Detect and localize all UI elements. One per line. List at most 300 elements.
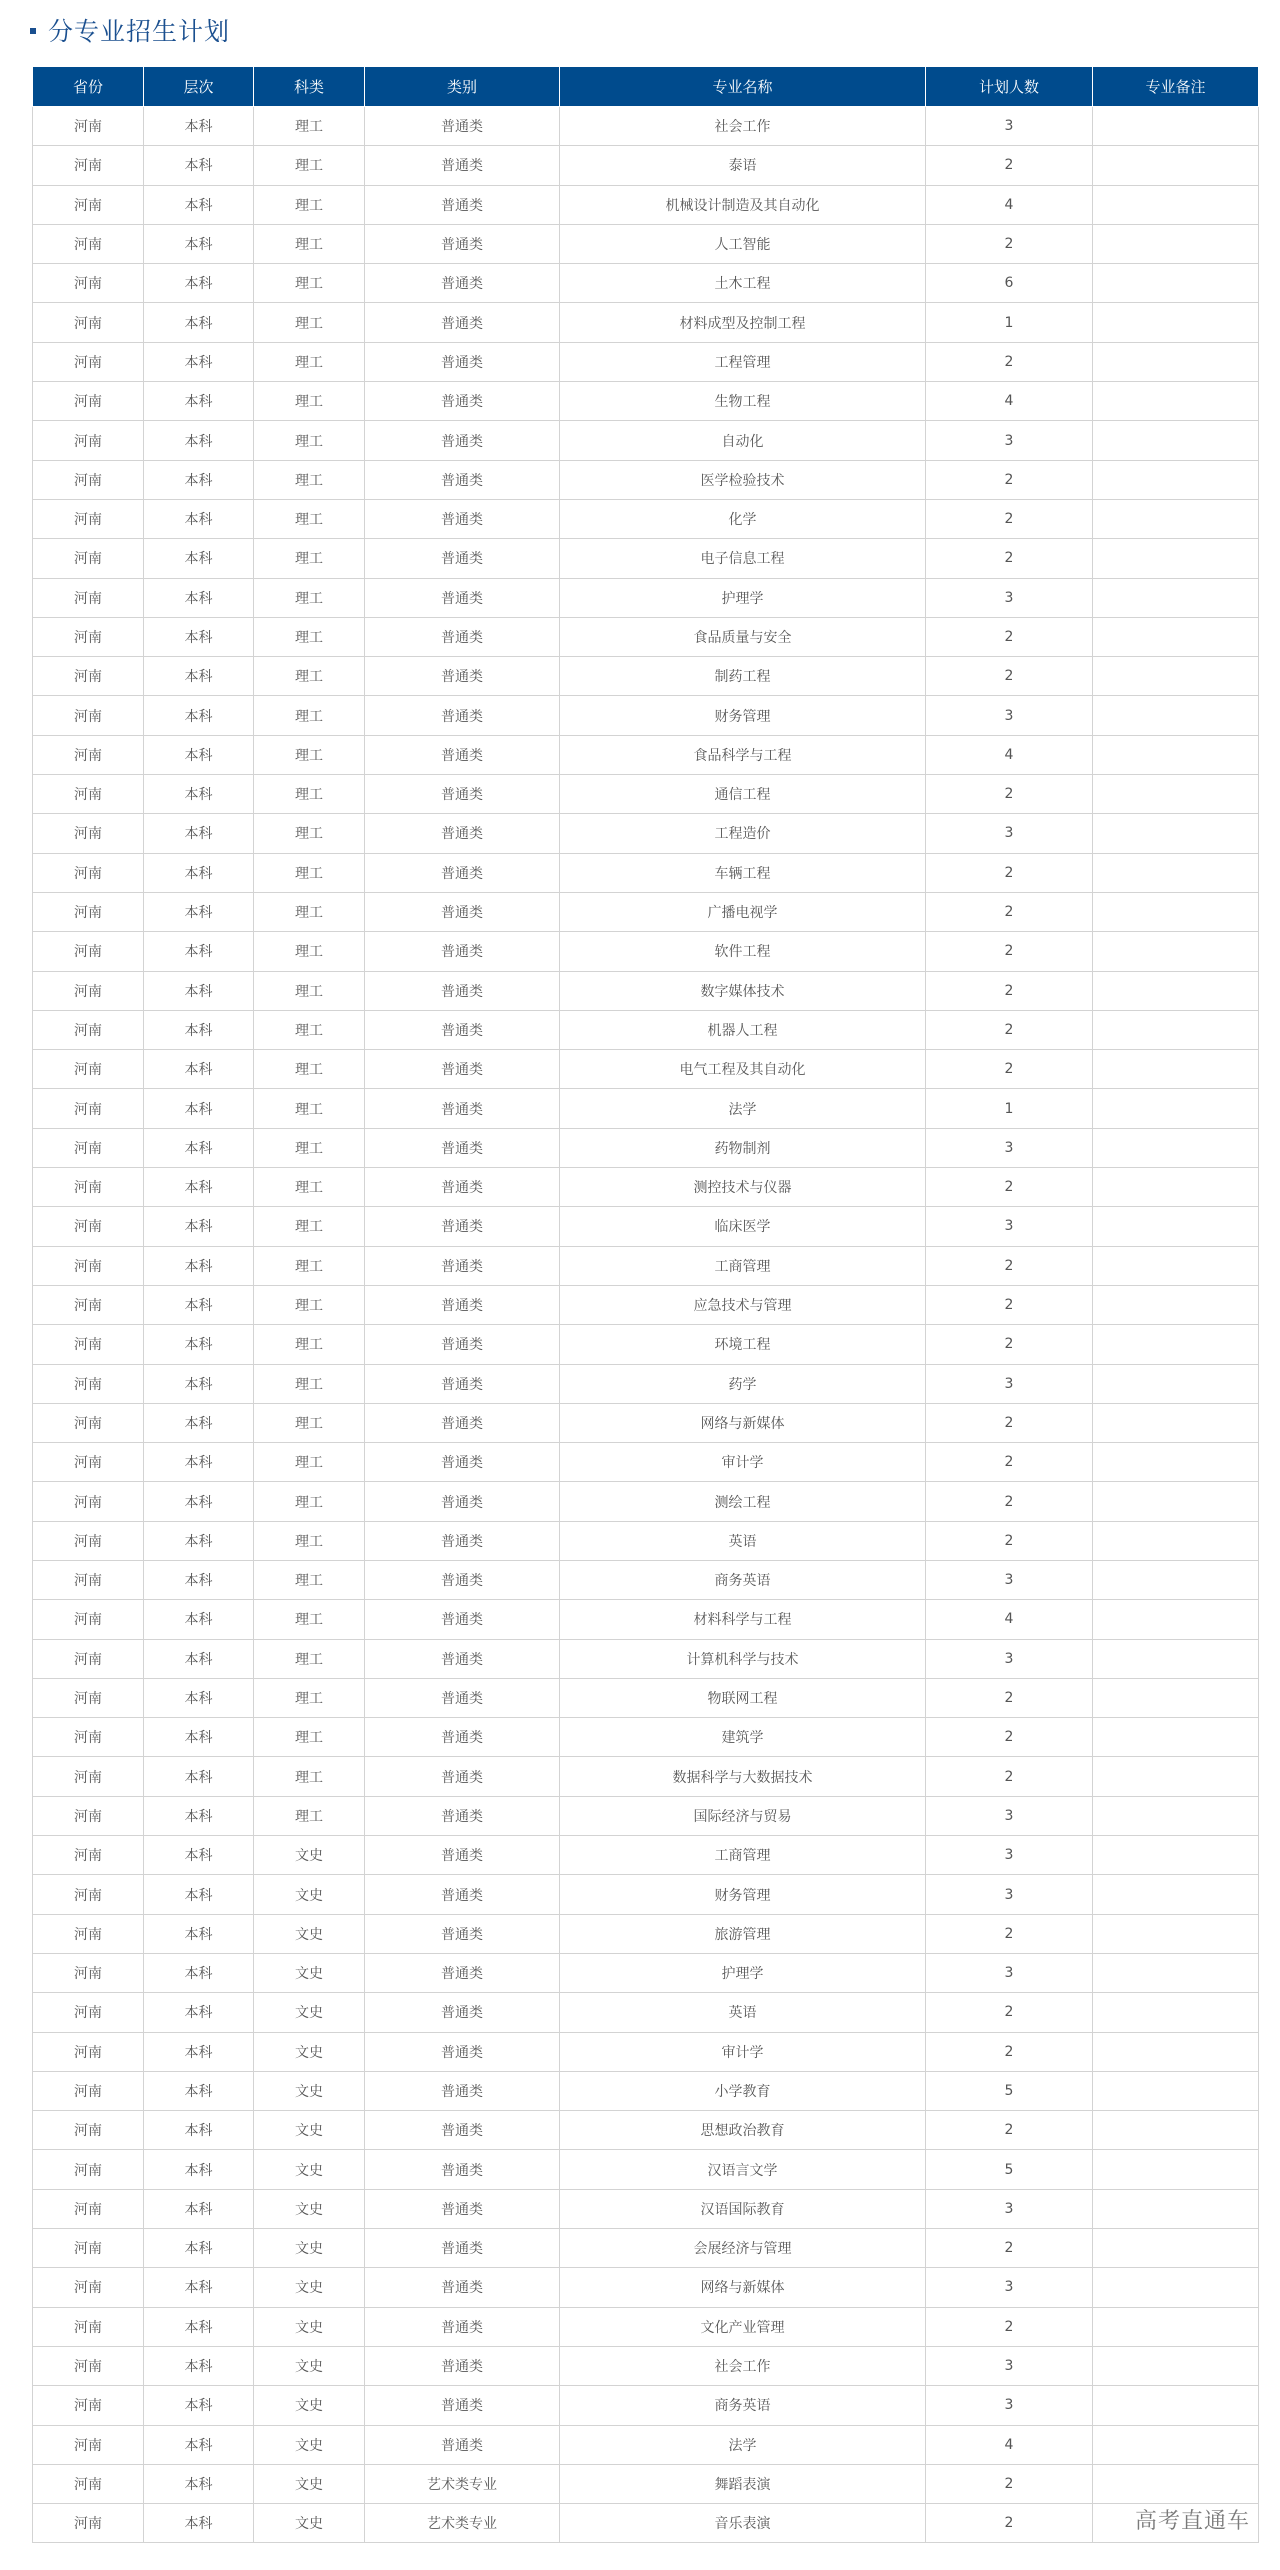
cell-plan-count: 2 [926, 1521, 1093, 1560]
cell-level: 本科 [144, 657, 254, 696]
cell-major-name: 食品科学与工程 [560, 735, 926, 774]
cell-category: 普通类 [365, 1914, 560, 1953]
cell-plan-count: 3 [926, 578, 1093, 617]
cell-subject-type: 文史 [254, 2071, 365, 2110]
cell-province: 河南 [33, 1914, 144, 1953]
cell-major-remark [1093, 1089, 1259, 1128]
cell-subject-type: 理工 [254, 1050, 365, 1089]
cell-level: 本科 [144, 2189, 254, 2228]
cell-major-name: 车辆工程 [560, 853, 926, 892]
table-row [33, 775, 1259, 814]
cell-province: 河南 [33, 2346, 144, 2385]
cell-category: 艺术类专业 [365, 2464, 560, 2503]
cell-level: 本科 [144, 1050, 254, 1089]
cell-plan-count: 2 [926, 1757, 1093, 1796]
cell-province: 河南 [33, 2425, 144, 2464]
table-row [33, 578, 1259, 617]
cell-plan-count: 2 [926, 2504, 1093, 2543]
cell-subject-type: 文史 [254, 1875, 365, 1914]
cell-major-remark [1093, 2386, 1259, 2425]
table-row [33, 1364, 1259, 1403]
cell-province: 河南 [33, 2032, 144, 2071]
cell-major-remark [1093, 2307, 1259, 2346]
enrollment-plan-table [32, 66, 1259, 2543]
cell-category: 普通类 [365, 578, 560, 617]
cell-province: 河南 [33, 1089, 144, 1128]
table-row [33, 342, 1259, 381]
cell-major-remark [1093, 853, 1259, 892]
table-row [33, 107, 1259, 146]
cell-province: 河南 [33, 1718, 144, 1757]
cell-province: 河南 [33, 1678, 144, 1717]
cell-major-remark [1093, 2464, 1259, 2503]
cell-category: 普通类 [365, 1403, 560, 1442]
page-title: 分专业招生计划 [48, 17, 231, 46]
cell-major-remark [1093, 1128, 1259, 1167]
cell-major-name: 土木工程 [560, 264, 926, 303]
cell-subject-type: 文史 [254, 2346, 365, 2385]
cell-plan-count: 3 [926, 107, 1093, 146]
cell-subject-type: 理工 [254, 971, 365, 1010]
cell-major-name: 药学 [560, 1364, 926, 1403]
cell-level: 本科 [144, 1443, 254, 1482]
cell-major-name: 生物工程 [560, 382, 926, 421]
cell-province: 河南 [33, 2071, 144, 2110]
cell-plan-count: 3 [926, 1796, 1093, 1835]
table-row [33, 1089, 1259, 1128]
table-row [33, 421, 1259, 460]
table-row [33, 460, 1259, 499]
cell-level: 本科 [144, 1993, 254, 2032]
cell-province: 河南 [33, 696, 144, 735]
cell-subject-type: 理工 [254, 853, 365, 892]
cell-subject-type: 文史 [254, 2268, 365, 2307]
table-row [33, 1953, 1259, 1992]
cell-plan-count: 2 [926, 657, 1093, 696]
cell-province: 河南 [33, 1443, 144, 1482]
cell-plan-count: 2 [926, 1010, 1093, 1049]
cell-plan-count: 3 [926, 2189, 1093, 2228]
cell-level: 本科 [144, 1207, 254, 1246]
section-title [30, 10, 230, 50]
cell-plan-count: 2 [926, 1718, 1093, 1757]
table-row [33, 539, 1259, 578]
cell-major-name: 机械设计制造及其自动化 [560, 185, 926, 224]
cell-category: 普通类 [365, 735, 560, 774]
cell-major-name: 社会工作 [560, 2346, 926, 2385]
cell-province: 河南 [33, 185, 144, 224]
cell-subject-type: 理工 [254, 617, 365, 656]
table-row [33, 932, 1259, 971]
cell-subject-type: 文史 [254, 2189, 365, 2228]
cell-province: 河南 [33, 1325, 144, 1364]
cell-plan-count: 2 [926, 932, 1093, 971]
table-row [33, 1443, 1259, 1482]
cell-major-remark [1093, 264, 1259, 303]
cell-plan-count: 2 [926, 2464, 1093, 2503]
cell-category: 普通类 [365, 1246, 560, 1285]
cell-major-name: 材料成型及控制工程 [560, 303, 926, 342]
cell-province: 河南 [33, 971, 144, 1010]
cell-plan-count: 4 [926, 382, 1093, 421]
cell-category: 普通类 [365, 853, 560, 892]
cell-level: 本科 [144, 578, 254, 617]
cell-level: 本科 [144, 1364, 254, 1403]
cell-major-remark [1093, 696, 1259, 735]
table-row [33, 657, 1259, 696]
cell-major-name: 商务英语 [560, 2386, 926, 2425]
table-row [33, 382, 1259, 421]
cell-level: 本科 [144, 2032, 254, 2071]
cell-level: 本科 [144, 2425, 254, 2464]
cell-subject-type: 理工 [254, 932, 365, 971]
cell-subject-type: 理工 [254, 1639, 365, 1678]
cell-major-remark [1093, 775, 1259, 814]
cell-subject-type: 文史 [254, 2229, 365, 2268]
cell-major-name: 广播电视学 [560, 892, 926, 931]
table-row [33, 1128, 1259, 1167]
cell-subject-type: 理工 [254, 775, 365, 814]
cell-category: 普通类 [365, 1836, 560, 1875]
table-row [33, 2268, 1259, 2307]
cell-plan-count: 3 [926, 1836, 1093, 1875]
cell-category: 普通类 [365, 1010, 560, 1049]
table-row [33, 1010, 1259, 1049]
cell-category: 普通类 [365, 1796, 560, 1835]
cell-province: 河南 [33, 1168, 144, 1207]
table-row [33, 1796, 1259, 1835]
cell-level: 本科 [144, 1953, 254, 1992]
cell-category: 普通类 [365, 1128, 560, 1167]
table-row [33, 1246, 1259, 1285]
table-row [33, 1875, 1259, 1914]
cell-level: 本科 [144, 1718, 254, 1757]
cell-subject-type: 文史 [254, 2386, 365, 2425]
cell-major-name: 旅游管理 [560, 1914, 926, 1953]
cell-major-name: 通信工程 [560, 775, 926, 814]
cell-province: 河南 [33, 1796, 144, 1835]
cell-category: 普通类 [365, 1207, 560, 1246]
cell-subject-type: 理工 [254, 303, 365, 342]
cell-level: 本科 [144, 1168, 254, 1207]
table-row [33, 2386, 1259, 2425]
table-row [33, 1168, 1259, 1207]
cell-category: 普通类 [365, 539, 560, 578]
cell-category: 普通类 [365, 892, 560, 931]
cell-level: 本科 [144, 1836, 254, 1875]
cell-category: 普通类 [365, 1443, 560, 1482]
table-row [33, 617, 1259, 656]
cell-major-remark [1093, 2071, 1259, 2110]
cell-category: 普通类 [365, 1050, 560, 1089]
cell-category: 普通类 [365, 1285, 560, 1324]
cell-category: 普通类 [365, 1089, 560, 1128]
cell-level: 本科 [144, 1246, 254, 1285]
cell-level: 本科 [144, 1757, 254, 1796]
cell-plan-count: 2 [926, 1914, 1093, 1953]
cell-category: 普通类 [365, 2071, 560, 2110]
table-row [33, 1050, 1259, 1089]
cell-major-name: 电子信息工程 [560, 539, 926, 578]
cell-subject-type: 理工 [254, 1560, 365, 1599]
cell-province: 河南 [33, 2386, 144, 2425]
cell-subject-type: 理工 [254, 382, 365, 421]
table-row [33, 2464, 1259, 2503]
cell-plan-count: 2 [926, 971, 1093, 1010]
cell-major-name: 化学 [560, 499, 926, 538]
cell-major-remark [1093, 932, 1259, 971]
cell-category: 普通类 [365, 1875, 560, 1914]
cell-plan-count: 2 [926, 499, 1093, 538]
cell-plan-count: 3 [926, 1953, 1093, 1992]
cell-level: 本科 [144, 1482, 254, 1521]
cell-category: 普通类 [365, 2229, 560, 2268]
cell-category: 普通类 [365, 1678, 560, 1717]
cell-plan-count: 5 [926, 2071, 1093, 2110]
cell-major-name: 机器人工程 [560, 1010, 926, 1049]
cell-major-remark [1093, 539, 1259, 578]
cell-level: 本科 [144, 499, 254, 538]
cell-major-name: 电气工程及其自动化 [560, 1050, 926, 1089]
cell-category: 普通类 [365, 814, 560, 853]
cell-level: 本科 [144, 1403, 254, 1442]
cell-subject-type: 理工 [254, 1285, 365, 1324]
cell-major-remark [1093, 146, 1259, 185]
cell-category: 普通类 [365, 2307, 560, 2346]
table-row [33, 2307, 1259, 2346]
cell-level: 本科 [144, 814, 254, 853]
cell-major-name: 网络与新媒体 [560, 2268, 926, 2307]
cell-province: 河南 [33, 1010, 144, 1049]
cell-major-remark [1093, 1796, 1259, 1835]
cell-province: 河南 [33, 382, 144, 421]
cell-major-name: 思想政治教育 [560, 2111, 926, 2150]
table-row [33, 1914, 1259, 1953]
cell-major-remark [1093, 1168, 1259, 1207]
cell-category: 普通类 [365, 2386, 560, 2425]
cell-major-name: 数字媒体技术 [560, 971, 926, 1010]
cell-province: 河南 [33, 892, 144, 931]
table-row [33, 1757, 1259, 1796]
cell-major-remark [1093, 617, 1259, 656]
cell-major-name: 环境工程 [560, 1325, 926, 1364]
cell-major-name: 法学 [560, 1089, 926, 1128]
cell-province: 河南 [33, 2150, 144, 2189]
cell-level: 本科 [144, 2229, 254, 2268]
cell-plan-count: 3 [926, 2268, 1093, 2307]
cell-major-remark [1093, 1403, 1259, 1442]
cell-plan-count: 2 [926, 1050, 1093, 1089]
cell-major-remark [1093, 1600, 1259, 1639]
cell-province: 河南 [33, 1128, 144, 1167]
table-row [33, 971, 1259, 1010]
cell-plan-count: 2 [926, 539, 1093, 578]
cell-subject-type: 理工 [254, 1600, 365, 1639]
cell-category: 普通类 [365, 264, 560, 303]
cell-subject-type: 理工 [254, 342, 365, 381]
cell-category: 普通类 [365, 1953, 560, 1992]
cell-province: 河南 [33, 853, 144, 892]
cell-major-remark [1093, 107, 1259, 146]
cell-level: 本科 [144, 107, 254, 146]
cell-subject-type: 理工 [254, 1718, 365, 1757]
table-row [33, 2425, 1259, 2464]
cell-subject-type: 理工 [254, 460, 365, 499]
cell-province: 河南 [33, 224, 144, 263]
header-plan-count: 计划人数 [926, 67, 1093, 107]
cell-major-remark [1093, 1443, 1259, 1482]
cell-level: 本科 [144, 342, 254, 381]
header-major-remark: 专业备注 [1093, 67, 1259, 107]
cell-subject-type: 文史 [254, 1914, 365, 1953]
table-row [33, 1718, 1259, 1757]
table-row [33, 224, 1259, 263]
table-row [33, 735, 1259, 774]
cell-category: 普通类 [365, 1757, 560, 1796]
table-row [33, 1639, 1259, 1678]
cell-province: 河南 [33, 342, 144, 381]
cell-province: 河南 [33, 2504, 144, 2543]
cell-province: 河南 [33, 1560, 144, 1599]
cell-subject-type: 理工 [254, 1482, 365, 1521]
cell-level: 本科 [144, 539, 254, 578]
cell-major-remark [1093, 1285, 1259, 1324]
cell-province: 河南 [33, 932, 144, 971]
cell-category: 普通类 [365, 185, 560, 224]
cell-province: 河南 [33, 1246, 144, 1285]
cell-plan-count: 4 [926, 735, 1093, 774]
cell-plan-count: 2 [926, 892, 1093, 931]
table-row [33, 499, 1259, 538]
cell-major-remark [1093, 1836, 1259, 1875]
cell-major-remark [1093, 735, 1259, 774]
cell-category: 普通类 [365, 146, 560, 185]
cell-major-remark [1093, 460, 1259, 499]
cell-category: 普通类 [365, 460, 560, 499]
cell-major-name: 工商管理 [560, 1246, 926, 1285]
cell-major-remark [1093, 2268, 1259, 2307]
cell-level: 本科 [144, 185, 254, 224]
cell-subject-type: 文史 [254, 2032, 365, 2071]
cell-level: 本科 [144, 2386, 254, 2425]
cell-plan-count: 1 [926, 303, 1093, 342]
cell-category: 普通类 [365, 696, 560, 735]
header-major-name: 专业名称 [560, 67, 926, 107]
cell-major-name: 国际经济与贸易 [560, 1796, 926, 1835]
cell-major-remark [1093, 185, 1259, 224]
cell-major-name: 法学 [560, 2425, 926, 2464]
cell-major-remark [1093, 2504, 1259, 2543]
cell-major-remark [1093, 1639, 1259, 1678]
cell-subject-type: 理工 [254, 814, 365, 853]
cell-subject-type: 理工 [254, 1010, 365, 1049]
cell-subject-type: 理工 [254, 421, 365, 460]
cell-major-remark [1093, 1875, 1259, 1914]
cell-subject-type: 文史 [254, 1836, 365, 1875]
cell-category: 普通类 [365, 224, 560, 263]
cell-subject-type: 文史 [254, 1993, 365, 2032]
cell-major-name: 泰语 [560, 146, 926, 185]
table-row [33, 2346, 1259, 2385]
table-row [33, 1521, 1259, 1560]
cell-level: 本科 [144, 853, 254, 892]
cell-province: 河南 [33, 264, 144, 303]
cell-province: 河南 [33, 2189, 144, 2228]
table-row [33, 1836, 1259, 1875]
cell-major-remark [1093, 303, 1259, 342]
cell-province: 河南 [33, 1875, 144, 1914]
cell-plan-count: 2 [926, 775, 1093, 814]
cell-level: 本科 [144, 1521, 254, 1560]
cell-category: 普通类 [365, 2189, 560, 2228]
cell-province: 河南 [33, 499, 144, 538]
table-row [33, 1207, 1259, 1246]
cell-major-remark [1093, 1325, 1259, 1364]
cell-level: 本科 [144, 382, 254, 421]
cell-province: 河南 [33, 2268, 144, 2307]
cell-major-remark [1093, 421, 1259, 460]
cell-subject-type: 理工 [254, 1521, 365, 1560]
cell-major-remark [1093, 2189, 1259, 2228]
cell-level: 本科 [144, 2346, 254, 2385]
cell-major-remark [1093, 1914, 1259, 1953]
cell-subject-type: 理工 [254, 578, 365, 617]
cell-level: 本科 [144, 617, 254, 656]
cell-subject-type: 理工 [254, 1678, 365, 1717]
cell-category: 普通类 [365, 1325, 560, 1364]
cell-province: 河南 [33, 1285, 144, 1324]
table-body [33, 107, 1259, 2543]
cell-plan-count: 2 [926, 1443, 1093, 1482]
cell-category: 普通类 [365, 1718, 560, 1757]
cell-subject-type: 理工 [254, 264, 365, 303]
cell-major-remark [1093, 342, 1259, 381]
cell-major-name: 建筑学 [560, 1718, 926, 1757]
cell-province: 河南 [33, 1757, 144, 1796]
cell-major-remark [1093, 1050, 1259, 1089]
cell-major-name: 文化产业管理 [560, 2307, 926, 2346]
cell-major-name: 小学教育 [560, 2071, 926, 2110]
cell-major-remark [1093, 2032, 1259, 2071]
cell-subject-type: 理工 [254, 539, 365, 578]
cell-major-name: 审计学 [560, 2032, 926, 2071]
cell-subject-type: 理工 [254, 1403, 365, 1442]
cell-major-name: 护理学 [560, 578, 926, 617]
cell-province: 河南 [33, 539, 144, 578]
cell-subject-type: 文史 [254, 1953, 365, 1992]
cell-major-remark [1093, 578, 1259, 617]
cell-plan-count: 2 [926, 1482, 1093, 1521]
cell-province: 河南 [33, 1993, 144, 2032]
cell-plan-count: 2 [926, 146, 1093, 185]
cell-subject-type: 文史 [254, 2464, 365, 2503]
cell-subject-type: 理工 [254, 657, 365, 696]
table-row [33, 2071, 1259, 2110]
table-row [33, 1678, 1259, 1717]
cell-subject-type: 理工 [254, 735, 365, 774]
cell-plan-count: 3 [926, 696, 1093, 735]
cell-province: 河南 [33, 303, 144, 342]
table-row [33, 1560, 1259, 1599]
cell-level: 本科 [144, 932, 254, 971]
cell-major-remark [1093, 1953, 1259, 1992]
table-row [33, 853, 1259, 892]
cell-major-name: 物联网工程 [560, 1678, 926, 1717]
cell-subject-type: 理工 [254, 1757, 365, 1796]
table-row [33, 1600, 1259, 1639]
cell-level: 本科 [144, 1796, 254, 1835]
cell-subject-type: 理工 [254, 1246, 365, 1285]
